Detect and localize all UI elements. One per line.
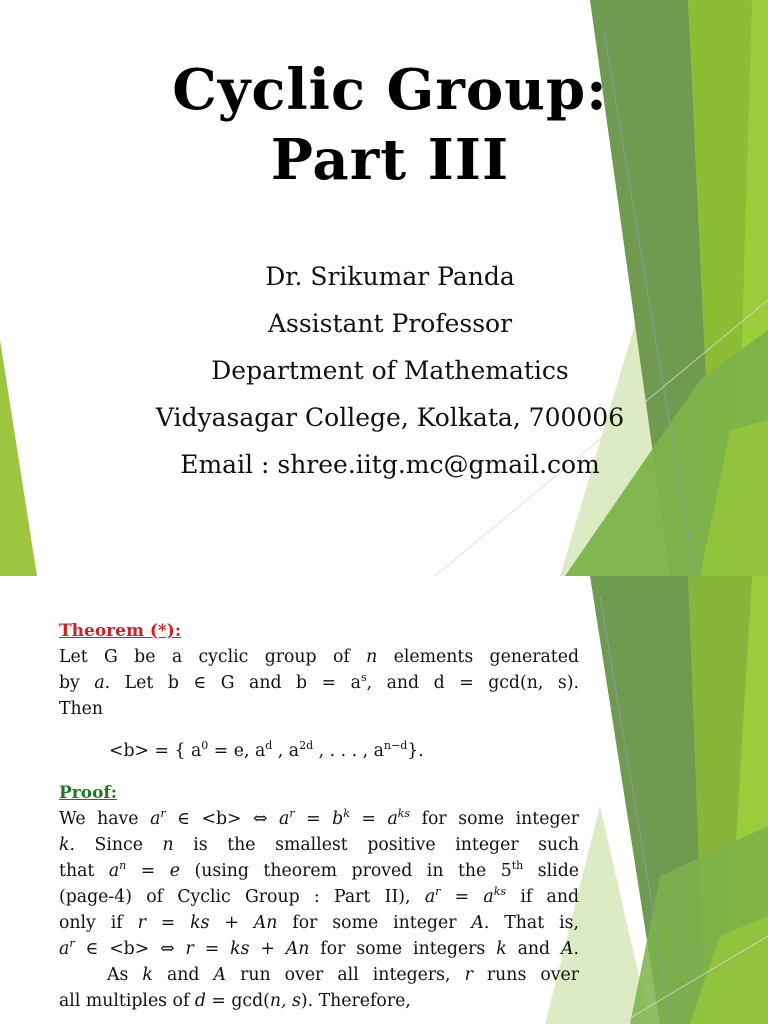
author-name: Dr. Srikumar Panda [265, 262, 515, 291]
theorem-slide [0, 576, 768, 1024]
theorem-line-3: Then [59, 699, 104, 719]
proof-line-8: all multiples of d = gcd(n, s). Therefore, [59, 991, 411, 1011]
proof-line-3: that $a^n = e$ (using theorem proved in the 5th slide [59, 859, 579, 881]
author-department: Department of Mathematics [211, 356, 569, 385]
proof-line-6: $a^r$ ∈ <b> ⇔ r = ks + An for some integers k and A. [59, 937, 579, 959]
proof-line-4: (page-4) of Cyclic Group : Part II), $a^r = a^{ks}$ if and [59, 885, 580, 907]
author-institution: Vidyasagar College, Kolkata, 700006 [155, 403, 625, 432]
subgroup-formula: <b> = { $a^0 = e$, $a^d$ , $a^{2d}$ , . . . , $a^{n-d}$}. [109, 739, 424, 761]
author-email: Email : shree.iitg.mc@gmail.com [180, 450, 600, 479]
theorem-line-1: Let G be a cyclic group of n elements generated [59, 647, 580, 667]
theorem-heading: Theorem (*): [59, 621, 182, 641]
proof-line-2: k. Since n is the smallest positive integer such [59, 835, 579, 855]
proof-heading: Proof: [59, 783, 118, 803]
theorem-line-2: by a. Let b ∈ G and $b = a^s$, and d = gcd(n, s). [59, 671, 579, 693]
author-position: Assistant Professor [267, 309, 513, 338]
proof-line-5: only if r = ks + An for some integer A. That is, [59, 913, 579, 933]
author-block [100, 253, 680, 488]
slide-body [59, 618, 579, 1014]
title-line-1: Cyclic Group: [172, 57, 608, 123]
proof-line-1: We have $a^r$ ∈ <b> ⇔ $a^r = b^k = a^{ks}$ for some integer [59, 807, 579, 829]
proof-line-7: As k and A run over all integers, r runs over [107, 965, 580, 985]
title-line-2: Part III [270, 127, 510, 193]
slide-title [130, 55, 650, 195]
